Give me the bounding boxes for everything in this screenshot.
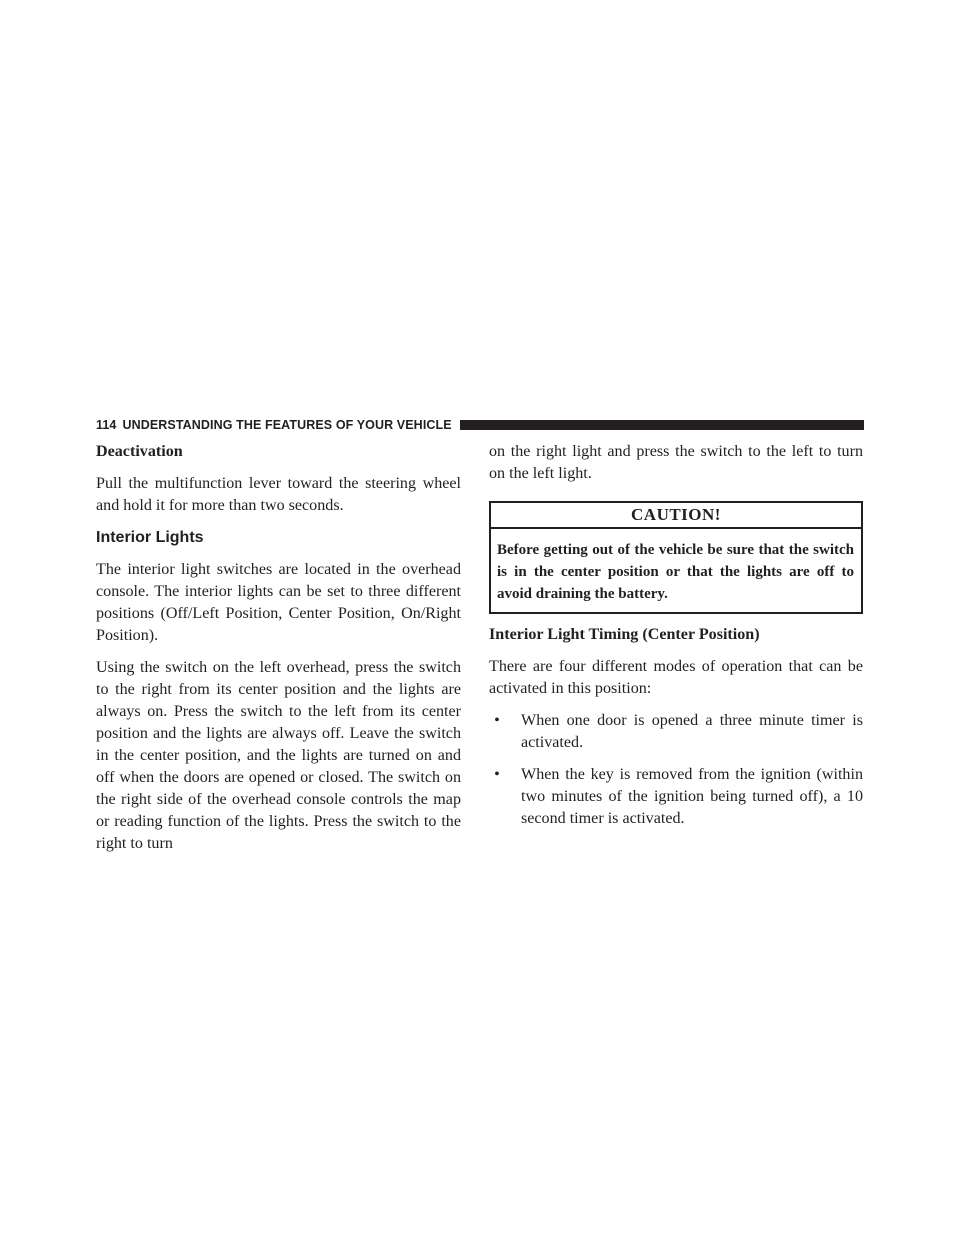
caution-box bbox=[489, 501, 863, 614]
list-item bbox=[489, 764, 863, 830]
list-item-text: When one door is opened a three minute timer is activated. bbox=[521, 712, 863, 751]
page-number: 114 bbox=[96, 418, 117, 432]
timing-list bbox=[489, 710, 863, 830]
header-rule bbox=[460, 420, 864, 430]
list-item-text: When the key is removed from the ignition (within two minutes of the ignition being turned off), a 10 second timer is activated. bbox=[521, 766, 863, 827]
continued-text: on the right light and press the switch to the left to turn on the left light. bbox=[489, 443, 863, 482]
interior-lights-paragraph-2: Using the switch on the left overhead, press the switch to the right from its center position and the lights are always on. Press the switch to the left from its center position and the lights are always off. Leave the switch in the center position, and the lights are turned on and off when the doors are opened or closed. The switch on the right side of the overhead console controls the map or reading function of the lights. Press the switch to the right to turn bbox=[96, 659, 461, 852]
section-title: UNDERSTANDING THE FEATURES OF YOUR VEHICLE bbox=[122, 418, 452, 432]
deactivation-heading: Deactivation bbox=[96, 443, 183, 460]
right-column bbox=[489, 441, 863, 830]
timing-intro: There are four different modes of operation that can be activated in this position: bbox=[489, 658, 863, 697]
deactivation-text: Pull the multifunction lever toward the steering wheel and hold it for more than two seconds. bbox=[96, 475, 461, 514]
caution-text: Before getting out of the vehicle be sure that the switch is in the center position or that the lights are off to avoid draining the battery. bbox=[497, 542, 854, 602]
interior-lights-paragraph-1: The interior light switches are located in the overhead console. The interior lights can be set to three different positions (Off/Left Position, Center Position, On/Right Position). bbox=[96, 561, 461, 644]
list-item bbox=[489, 710, 863, 754]
left-column bbox=[96, 441, 461, 855]
page-header bbox=[96, 417, 864, 433]
bullet-icon: • bbox=[494, 712, 500, 729]
interior-lights-heading: Interior Lights bbox=[96, 529, 204, 546]
bullet-icon: • bbox=[494, 766, 500, 783]
caution-title: CAUTION! bbox=[491, 503, 861, 529]
timing-heading: Interior Light Timing (Center Position) bbox=[489, 626, 760, 643]
